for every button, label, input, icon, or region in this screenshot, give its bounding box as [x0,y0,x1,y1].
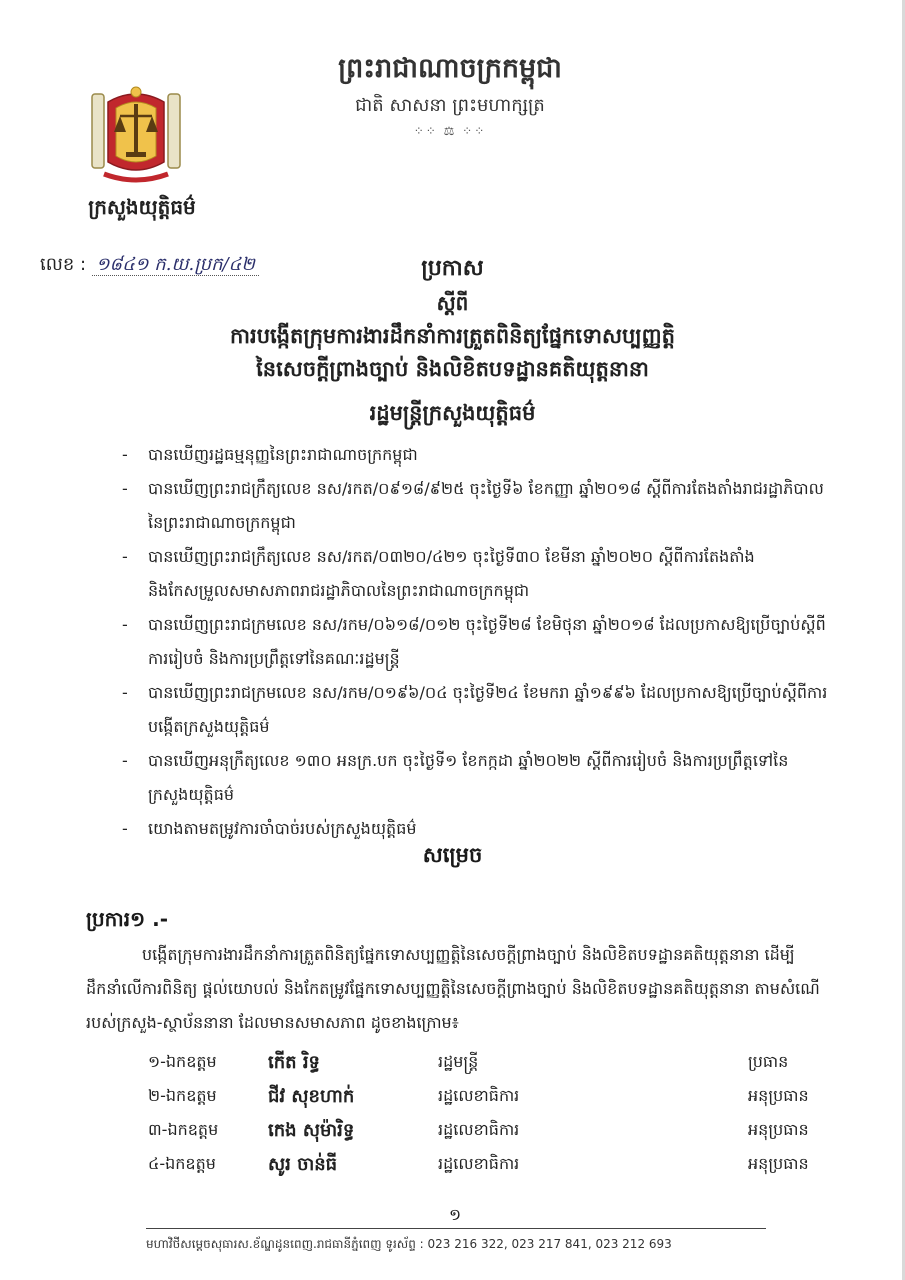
list-item: - បានឃើញព្រះរាជក្រមលេខ នស/រកម/០១៩៦/០៤ ចុះថ្ងៃទី២៤ ខែមករា ឆ្នាំ១៩៩៦ ដែលប្រកាសឱ្យប្រើច្បាប់ស្ដីពីការបង្កើតក្រសួងយុត្តិធម៌ [118,676,828,744]
reference-label: លេខ : [40,254,87,275]
list-item: - យោងតាមតម្រូវការចាំបាច់របស់ក្រសួងយុត្តិធម៌ [118,812,828,846]
issuer-title: រដ្ឋមន្ត្រីក្រសួងយុត្តិធម៌ [369,401,536,425]
table-row [148,1148,828,1182]
article-text: បង្កើតក្រុមការងារដឹកនាំការត្រួតពិនិត្យផ្នែកទោសប្បញ្ញត្តិនៃសេចក្ដីព្រាងច្បាប់ និងលិខិតបទដ្ឋានគតិយុត្តនានា ដើម្បីដឹកនាំលើការពិនិត្យ ផ្ដល់យោបល់ និងកែតម្រូវផ្នែកទោសប្បញ្ញត្តិនៃសេចក្ដីព្រាងច្បាប់ និងលិខិតបទដ្ឋានគតិយុត្តនានា តាមសំណើរបស់ក្រសួង-ស្ថាប័ននានា ដែលមានសមាសភាព ដូចខាងក្រោម៖ [86,945,820,1032]
document-about: ស្ដីពី [436,291,469,315]
footer-address: មហាវិថីសម្ដេចសុធារស.ខ័ណ្ឌដូនពេញ.រាជធានីភ្នំពេញ ទូរស័ព្ទ : 023 216 322, 023 217 841, 023 212 693 [146,1237,672,1251]
document-type: ប្រកាស [421,256,484,281]
member-role: អនុប្រធាន [748,1120,809,1139]
list-item: - បានឃើញព្រះរាជក្រឹត្យលេខ នស/រកត/០៩១៨/៩២៥ ចុះថ្ងៃទី៦ ខែកញ្ញា ឆ្នាំ២០១៨ ស្ដីពីការតែងតាំងរាជរដ្ឋាភិបាលនៃព្រះរាជាណាចក្រកម្ពុជា [118,472,828,540]
footer-divider [146,1228,766,1229]
member-title: រដ្ឋលេខាធិការ [438,1120,520,1139]
list-item: - បានឃើញព្រះរាជក្រមលេខ នស/រកម/០៦១៨/០១២ ចុះថ្ងៃទី២៨ ខែមិថុនា ឆ្នាំ២០១៨ ដែលប្រកាសឱ្យប្រើច្បាប់ស្ដីពីការរៀបចំ និងការប្រព្រឹត្តទៅនៃគណៈរដ្ឋមន្ត្រី [118,608,828,676]
member-role: អនុប្រធាន [748,1086,809,1105]
member-title: រដ្ឋមន្ត្រី [438,1052,479,1071]
list-item: - បានឃើញព្រះរាជក្រឹត្យលេខ នស/រកត/០៣២០/៤២១ ចុះថ្ងៃទី៣០ ខែមីនា ឆ្នាំ២០២០ ស្ដីពីការតែងតាំង និងកែសម្រួលសមាសភាពរាជរដ្ឋាភិបាលនៃព្រះរាជាណាចក្រកម្ពុជា [118,540,828,608]
document-subject-line-1: ការបង្កើតក្រុមការងារដឹកនាំការត្រួតពិនិត្យផ្នែកទោសប្បញ្ញត្តិ [230,324,675,348]
members-table [148,1046,828,1182]
reference-value: ១៨៤១ ក.យ.ប្រក/៤២ [92,254,259,276]
member-number: ៤-ឯកឧត្ដម [148,1154,216,1173]
page-number: ១ [448,1205,462,1224]
member-number: ១-ឯកឧត្ដម [148,1052,217,1071]
member-name: កេង សុម៉ារិទ្ធ [268,1119,355,1141]
table-row [148,1046,828,1080]
document-subject-line-2: នៃសេចក្ដីព្រាងច្បាប់ និងលិខិតបទដ្ឋានគតិយុត្តនានា [256,357,649,381]
list-item: - បានឃើញរដ្ឋធម្មនុញ្ញនៃព្រះរាជាណាចក្រកម្ពុជា [118,438,828,472]
kingdom-title: ព្រះរាជាណាចក្រកម្ពុជា [338,53,562,84]
member-number: ៣-ឯកឧត្ដម [148,1120,219,1139]
legal-basis-list [118,438,828,846]
member-title: រដ្ឋលេខាធិការ [438,1086,520,1105]
table-row [148,1080,828,1114]
member-role: អនុប្រធាន [748,1154,809,1173]
ministry-name: ក្រសួងយុត្តិធម៌ [88,195,196,219]
article-label: ប្រការ១ .- [86,907,169,931]
member-name: សូរ ចាន់ធី [268,1153,338,1175]
header-ornament: ⁘⁘ ⚖ ⁘⁘ [413,124,487,138]
member-name: ជីវ សុខហាក់ [268,1085,355,1107]
member-role: ប្រធាន [748,1052,789,1071]
ministry-emblem-icon [86,82,186,190]
table-row [148,1114,828,1148]
member-name: កើត រិទ្ធ [268,1051,320,1073]
member-number: ២-ឯកឧត្ដម [148,1086,217,1105]
list-item: - បានឃើញអនុក្រឹត្យលេខ ១៣០ អនក្រ.បក ចុះថ្ងៃទី១ ខែកក្កដា ឆ្នាំ២០២២ ស្ដីពីការរៀបចំ និងការប្រព្រឹត្តទៅនៃក្រសួងយុត្តិធម៌ [118,744,828,812]
decision-heading: សម្រេច [422,843,483,867]
member-title: រដ្ឋលេខាធិការ [438,1154,520,1173]
national-motto: ជាតិ សាសនា ព្រះមហាក្សត្រ [355,95,545,116]
